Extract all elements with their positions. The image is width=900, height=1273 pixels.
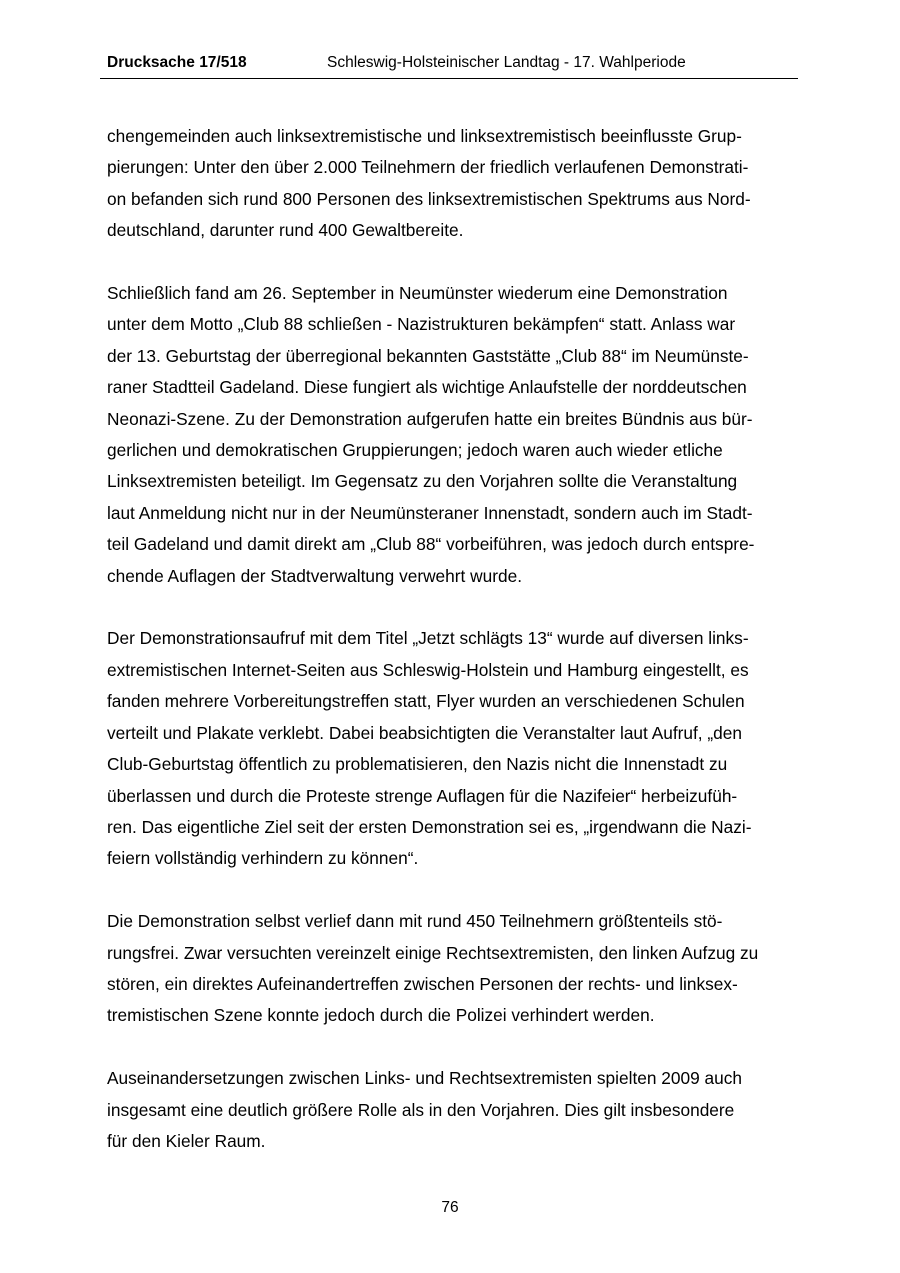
text-line: raner Stadtteil Gadeland. Diese fungiert als wichtige Anlaufstelle der norddeutschen <box>107 377 747 398</box>
parliament-title: Schleswig-Holsteinischer Landtag - 17. Wahlperiode <box>327 54 686 71</box>
text-line: überlassen und durch die Proteste strenge Auflagen für die Nazifeier“ herbeizufüh- <box>107 785 738 806</box>
text-line: der 13. Geburtstag der überregional bekannten Gaststätte „Club 88“ im Neumünste- <box>107 345 749 366</box>
text-line: fanden mehrere Vorbereitungstreffen statt, Flyer wurden an verschiedenen Schulen <box>107 691 745 712</box>
text-line: extremistischen Internet-Seiten aus Schleswig-Holstein und Hamburg eingestellt, es <box>107 659 749 680</box>
text-line: teil Gadeland und damit direkt am „Club 88“ vorbeiführen, was jedoch durch entspre- <box>107 534 755 555</box>
paragraph <box>107 906 807 1032</box>
text-line: chengemeinden auch linksextremistische und linksextremistisch beeinflusste Grup- <box>107 126 742 146</box>
text-line: Die Demonstration selbst verlief dann mit rund 450 Teilnehmern größtenteils stö- <box>107 911 723 932</box>
text-line: pierungen: Unter den über 2.000 Teilnehmern der friedlich verlaufenen Demonstrati- <box>107 157 749 178</box>
text-line: gerlichen und demokratischen Gruppierungen; jedoch waren auch wieder etliche <box>107 440 723 461</box>
text-line: Auseinandersetzungen zwischen Links- und Rechtsextremisten spielten 2009 auch <box>107 1068 742 1089</box>
text-line: Der Demonstrationsaufruf mit dem Titel „Jetzt schlägts 13“ wurde auf diversen links- <box>107 628 749 649</box>
paragraph <box>107 623 807 874</box>
text-line: ren. Das eigentliche Ziel seit der ersten Demonstration sei es, „irgendwann die Nazi- <box>107 816 752 837</box>
text-line: stören, ein direktes Aufeinandertreffen zwischen Personen der rechts- und linksex- <box>107 973 738 994</box>
text-line: insgesamt eine deutlich größere Rolle als in den Vorjahren. Dies gilt insbesondere <box>107 1099 735 1120</box>
text-line: Club-Geburtstag öffentlich zu problematisieren, den Nazis nicht die Innenstadt zu <box>107 754 728 775</box>
paragraph <box>107 121 807 247</box>
text-line: unter dem Motto „Club 88 schließen - Nazistrukturen bekämpfen“ statt. Anlass war <box>107 314 736 335</box>
page-number: 76 <box>441 1199 459 1216</box>
text-line: feiern vollständig verhindern zu können“. <box>107 848 419 869</box>
document-number: Drucksache 17/518 <box>107 54 247 71</box>
text-line: Neonazi-Szene. Zu der Demonstration aufgerufen hatte ein breites Bündnis aus bür- <box>107 408 753 429</box>
text-line: Schließlich fand am 26. September in Neumünster wiederum eine Demonstration <box>107 283 728 304</box>
paragraph <box>107 278 807 592</box>
text-line: on befanden sich rund 800 Personen des linksextremistischen Spektrums aus Nord- <box>107 188 751 209</box>
text-line: tremistischen Szene konnte jedoch durch die Polizei verhindert werden. <box>107 1005 655 1026</box>
text-line: laut Anmeldung nicht nur in der Neumünsteraner Innenstadt, sondern auch im Stadt- <box>107 502 753 523</box>
text-line: deutschland, darunter rund 400 Gewaltbereite. <box>107 220 464 241</box>
text-line: verteilt und Plakate verklebt. Dabei beabsichtigten die Veranstalter laut Aufruf, „den <box>107 722 742 743</box>
text-line: chende Auflagen der Stadtverwaltung verwehrt wurde. <box>107 565 523 586</box>
paragraph <box>107 1063 807 1157</box>
page-header <box>100 52 798 79</box>
text-line: Linksextremisten beteiligt. Im Gegensatz zu den Vorjahren sollte die Veranstaltung <box>107 471 738 492</box>
document-body <box>107 121 807 1189</box>
text-line: für den Kieler Raum. <box>107 1130 266 1151</box>
text-line: rungsfrei. Zwar versuchten vereinzelt einige Rechtsextremisten, den linken Aufzug zu <box>107 942 759 963</box>
